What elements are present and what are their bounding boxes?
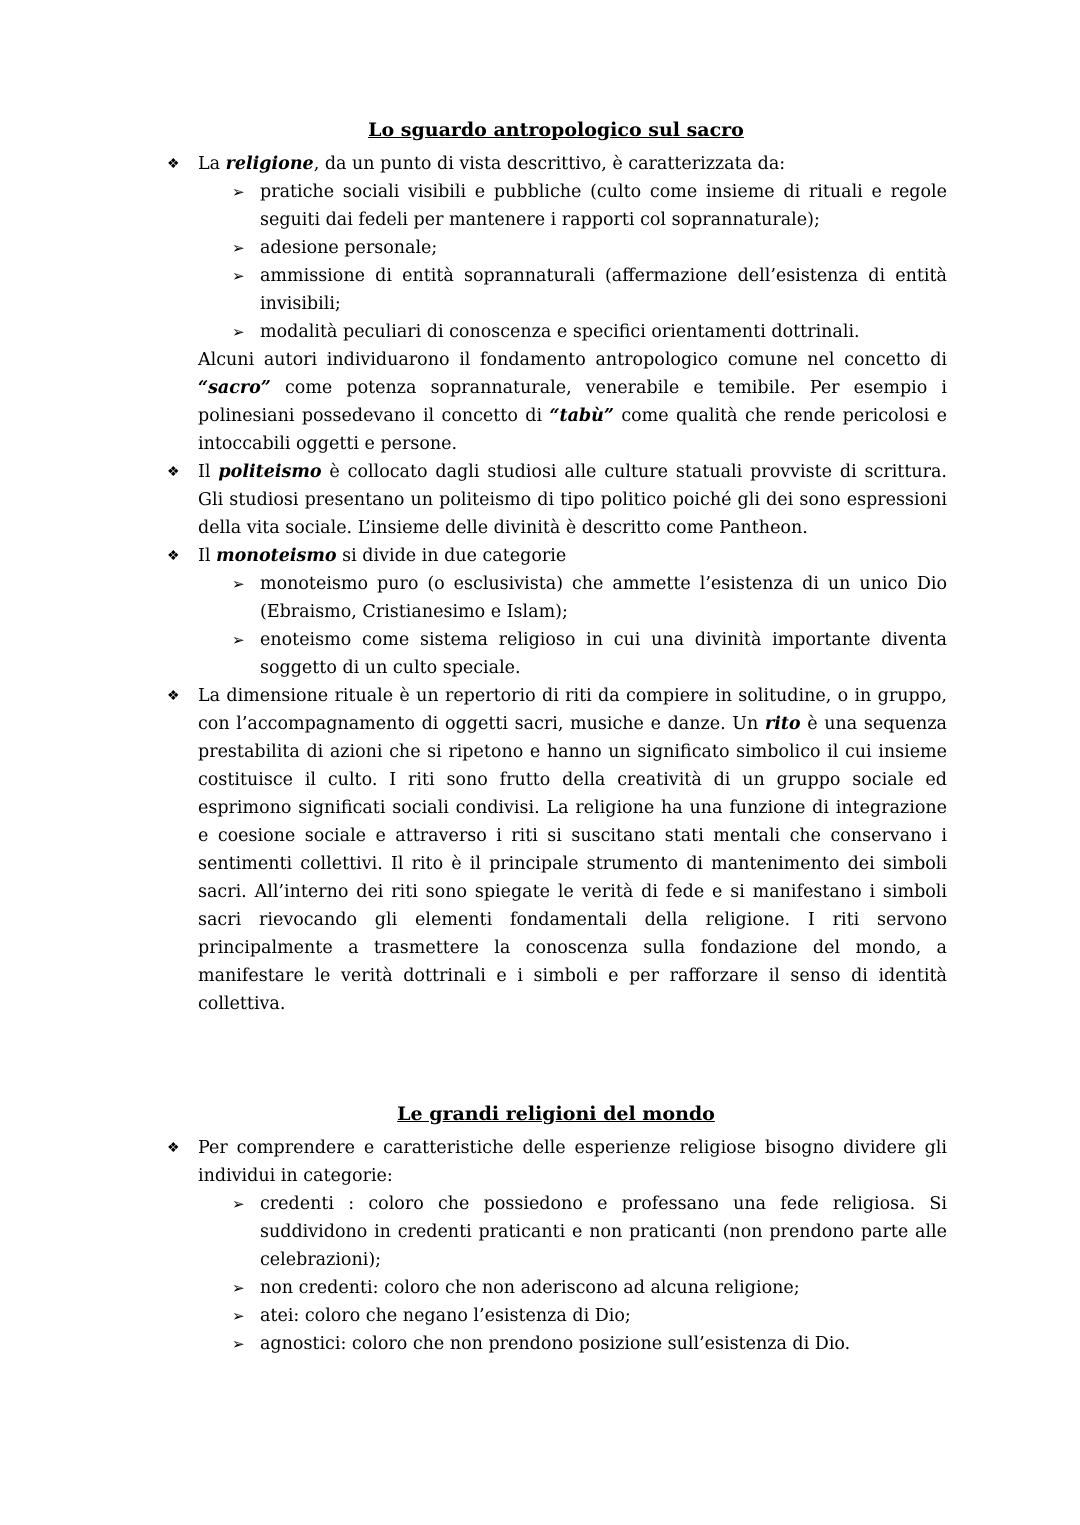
bullet-item-dimensione-rituale (165, 682, 947, 1018)
sub-item-text: ammissione di entità soprannaturali (affermazione dell’esistenza di entità invisibili; (260, 266, 947, 314)
sub-item-text: agnostici: coloro che non prendono posizione sull’esistenza di Dio. (260, 1334, 851, 1354)
text-segment: Alcuni autori individuarono il fondamento antropologico comune nel concetto di (198, 350, 947, 370)
section-title-religioni: Le grandi religioni del mondo (397, 1103, 715, 1125)
arrow-bullet-icon: ➢ (232, 631, 245, 649)
arrow-bullet-icon: ➢ (232, 323, 245, 341)
sub-item-text: credenti : coloro che possiedono e professano una fede religiosa. Si suddividono in credenti praticanti e non praticanti (non prendono parte alle celebrazioni); (260, 1194, 947, 1270)
text-segment: La (198, 154, 226, 174)
text-segment: Il (198, 462, 219, 482)
sub-item-ammissione-entita (232, 262, 947, 318)
paragraph-monoteismo (198, 542, 947, 570)
text-segment: è una sequenza prestabilita di azioni che si ripetono e hanno un significato simbolico il cui insieme costituisce il culto. I riti sono frutto della creatività di un gruppo sociale ed esprimono significati sociali condivisi. La religione ha una funzione di integrazione e coesione sociale e attraverso i riti si suscitano stati mentali che conservano i sentimenti collettivi. Il rito è il principale strumento di mantenimento dei simboli sacri. All’interno dei riti sono spiegate le verità di fede e si manifestano i simboli sacri rievocando gli elementi fondamentali della religione. I riti servono principalmente a trasmettere la conoscenza sulla fondazione del mondo, a manifestare le verità dottrinali e i simboli e per rafforzare il senso di identità collettiva. (198, 714, 947, 1014)
term-monoteismo: monoteismo (216, 546, 337, 566)
text-segment: Il (198, 546, 217, 566)
bullet-item-monoteismo (165, 542, 947, 682)
bullet-item-body (198, 682, 947, 1018)
paragraph-sacro-tabu (198, 346, 947, 458)
arrow-bullet-icon: ➢ (232, 1307, 245, 1325)
text-segment: si divide in due categorie (336, 546, 567, 566)
term-rito: rito (764, 714, 801, 734)
bullet-item-body (198, 542, 947, 682)
arrow-bullet-icon: ➢ (232, 1279, 245, 1297)
section-grandi-religioni (165, 1100, 947, 1358)
arrow-bullet-icon: ➢ (232, 1335, 245, 1353)
bullet-item-politeismo (165, 458, 947, 542)
arrow-bullet-icon: ➢ (232, 239, 245, 257)
paragraph-categorie: Per comprendere e caratteristiche delle esperienze religiose bisogno dividere gli individui in categorie: (198, 1138, 947, 1186)
diamond-bullet-icon: ❖ (167, 464, 180, 480)
sub-item-monoteismo-puro (232, 570, 947, 626)
sub-item-text: monoteismo puro (o esclusivista) che ammette l’esistenza di un unico Dio (Ebraismo, Cristianesimo e Islam); (260, 574, 947, 622)
arrow-bullet-icon: ➢ (232, 183, 245, 201)
paragraph-politeismo (198, 458, 947, 542)
sub-item-credenti (232, 1190, 947, 1274)
bullet-item-body (198, 150, 947, 458)
bullet-item-body (198, 458, 947, 542)
bullet-item-categorie (165, 1134, 947, 1358)
sub-item-atei (232, 1302, 947, 1330)
sub-item-text: adesione personale; (260, 238, 438, 258)
text-segment: , da un punto di vista descrittivo, è caratterizzata da: (313, 154, 786, 174)
sub-item-text: modalità peculiari di conoscenza e specifici orientamenti dottrinali. (260, 322, 860, 342)
sub-item-text: non credenti: coloro che non aderiscono ad alcuna religione; (260, 1278, 800, 1298)
diamond-bullet-icon: ❖ (167, 688, 180, 704)
sub-item-text: atei: coloro che negano l’esistenza di Dio; (260, 1306, 631, 1326)
arrow-bullet-icon: ➢ (232, 575, 245, 593)
bullet-item-religione (165, 150, 947, 458)
paragraph-religione (198, 150, 947, 178)
section-title-sacro: Lo sguardo antropologico sul sacro (368, 119, 744, 141)
sub-item-adesione-personale (232, 234, 947, 262)
sub-item-enoteismo (232, 626, 947, 682)
term-tabu: “tabù” (549, 406, 614, 426)
text-segment: come potenza soprannaturale, venerabile e temibile. Per esempio i polinesiani possedevano il concetto di (198, 378, 947, 426)
arrow-bullet-icon: ➢ (232, 267, 245, 285)
text-segment: come qualità che rende pericolosi e intoccabili oggetti e persone. (198, 406, 947, 454)
sub-item-non-credenti (232, 1274, 947, 1302)
sub-item-text: pratiche sociali visibili e pubbliche (culto come insieme di rituali e regole seguiti dai fedeli per mantenere i rapporti col soprannaturale); (260, 182, 947, 230)
diamond-bullet-icon: ❖ (167, 156, 180, 172)
text-segment: è collocato dagli studiosi alle culture statuali provviste di scrittura. Gli studiosi presentano un politeismo di tipo politico poiché gli dei sono espressioni della vita sociale. L’insieme delle divinità è descritto come Pantheon. (198, 462, 947, 538)
sub-item-pratiche-sociali (232, 178, 947, 234)
sub-item-agnostici (232, 1330, 947, 1358)
sub-item-modalita-conoscenza (232, 318, 947, 346)
arrow-bullet-icon: ➢ (232, 1195, 245, 1213)
term-politeismo: politeismo (218, 462, 322, 482)
term-sacro: “sacro” (198, 378, 271, 398)
paragraph-rito (198, 682, 947, 1018)
bullet-item-body (198, 1134, 947, 1358)
diamond-bullet-icon: ❖ (167, 1140, 180, 1156)
sub-item-text: enoteismo come sistema religioso in cui una divinità importante diventa soggetto di un culto speciale. (260, 630, 947, 678)
term-religione: religione (225, 154, 314, 174)
diamond-bullet-icon: ❖ (167, 548, 180, 564)
section-sguardo-antropologico (165, 116, 947, 1018)
text-segment: La dimensione rituale è un repertorio di riti da compiere in solitudine, o in gruppo, con l’accompagnamento di oggetti sacri, musiche e danze. Un (198, 686, 947, 734)
